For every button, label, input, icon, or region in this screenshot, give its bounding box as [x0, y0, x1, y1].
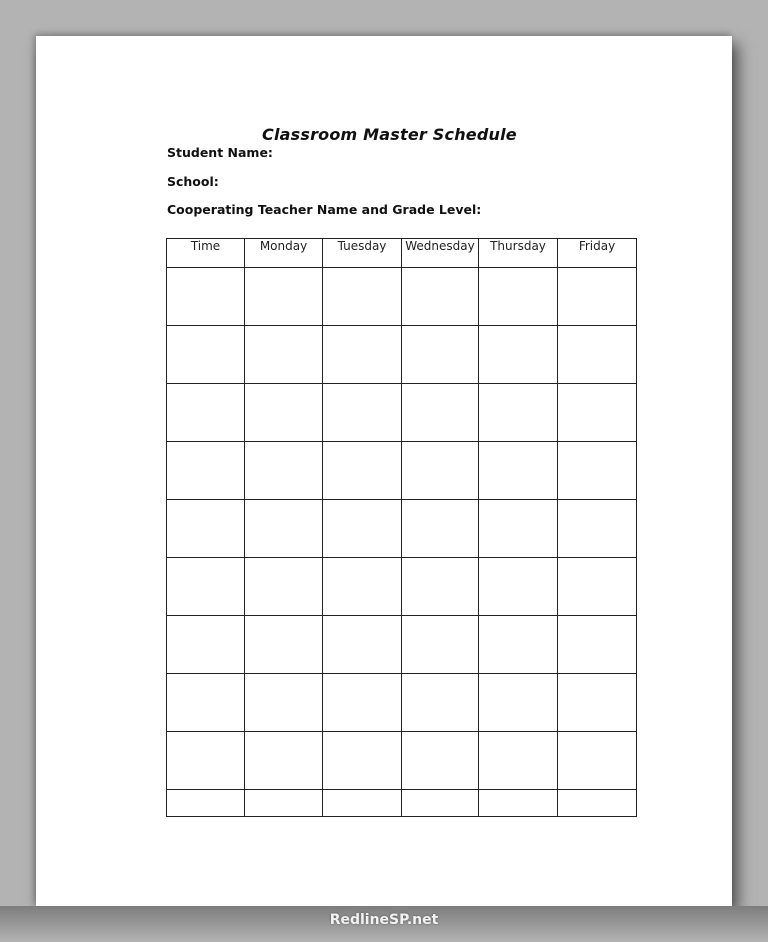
schedule-cell [558, 732, 637, 790]
table-row [167, 732, 637, 790]
schedule-cell [167, 616, 245, 674]
schedule-cell [245, 790, 323, 817]
schedule-cell [245, 616, 323, 674]
schedule-cell [245, 500, 323, 558]
schedule-cell [558, 616, 637, 674]
schedule-cell [558, 268, 637, 326]
schedule-cell [323, 384, 402, 442]
table-row [167, 442, 637, 500]
schedule-cell [479, 790, 558, 817]
schedule-cell [167, 268, 245, 326]
schedule-cell [402, 790, 479, 817]
schedule-cell [558, 442, 637, 500]
schedule-cell [323, 326, 402, 384]
table-row [167, 326, 637, 384]
schedule-cell [245, 268, 323, 326]
schedule-cell [479, 674, 558, 732]
schedule-cell [479, 558, 558, 616]
schedule-cell [167, 558, 245, 616]
schedule-cell [402, 616, 479, 674]
table-row [167, 674, 637, 732]
table-row [167, 268, 637, 326]
schedule-cell [558, 384, 637, 442]
schedule-cell [245, 558, 323, 616]
table-row [167, 790, 637, 817]
table-row [167, 384, 637, 442]
schedule-cell [479, 268, 558, 326]
schedule-cell [479, 326, 558, 384]
schedule-cell [167, 500, 245, 558]
schedule-cell [323, 500, 402, 558]
school-label: School: [167, 174, 219, 189]
schedule-cell [323, 790, 402, 817]
column-header-time: Time [167, 239, 245, 268]
schedule-cell [402, 732, 479, 790]
schedule-cell [323, 442, 402, 500]
schedule-cell [167, 790, 245, 817]
schedule-cell [323, 558, 402, 616]
column-header-wednesday: Wednesday [402, 239, 479, 268]
schedule-cell [479, 732, 558, 790]
schedule-cell [402, 268, 479, 326]
student-name-label: Student Name: [167, 145, 273, 160]
schedule-cell [402, 674, 479, 732]
schedule-cell [323, 732, 402, 790]
schedule-cell [323, 616, 402, 674]
schedule-cell [245, 326, 323, 384]
schedule-cell [479, 616, 558, 674]
schedule-cell [245, 732, 323, 790]
schedule-cell [558, 674, 637, 732]
schedule-cell [479, 384, 558, 442]
schedule-cell [323, 674, 402, 732]
schedule-cell [558, 326, 637, 384]
schedule-cell [245, 674, 323, 732]
schedule-cell [402, 326, 479, 384]
schedule-table [166, 238, 637, 817]
schedule-cell [479, 442, 558, 500]
schedule-cell [167, 732, 245, 790]
schedule-cell [167, 384, 245, 442]
schedule-cell [167, 442, 245, 500]
schedule-cell [402, 442, 479, 500]
schedule-cell [245, 442, 323, 500]
document-title: Classroom Master Schedule [262, 125, 517, 144]
document-page [36, 36, 732, 906]
schedule-cell [402, 500, 479, 558]
table-header-row [167, 239, 637, 268]
schedule-cell [402, 558, 479, 616]
schedule-cell [323, 268, 402, 326]
table-row [167, 558, 637, 616]
schedule-cell [558, 558, 637, 616]
schedule-cell [245, 384, 323, 442]
table-row [167, 616, 637, 674]
schedule-cell [558, 500, 637, 558]
schedule-cell [167, 674, 245, 732]
schedule-cell [558, 790, 637, 817]
schedule-cell [167, 326, 245, 384]
column-header-tuesday: Tuesday [323, 239, 402, 268]
watermark: RedlineSP.net [0, 906, 768, 942]
schedule-cell [479, 500, 558, 558]
schedule-cell [402, 384, 479, 442]
column-header-friday: Friday [558, 239, 637, 268]
column-header-thursday: Thursday [479, 239, 558, 268]
column-header-monday: Monday [245, 239, 323, 268]
table-row [167, 500, 637, 558]
cooperating-teacher-label: Cooperating Teacher Name and Grade Level: [167, 202, 482, 217]
